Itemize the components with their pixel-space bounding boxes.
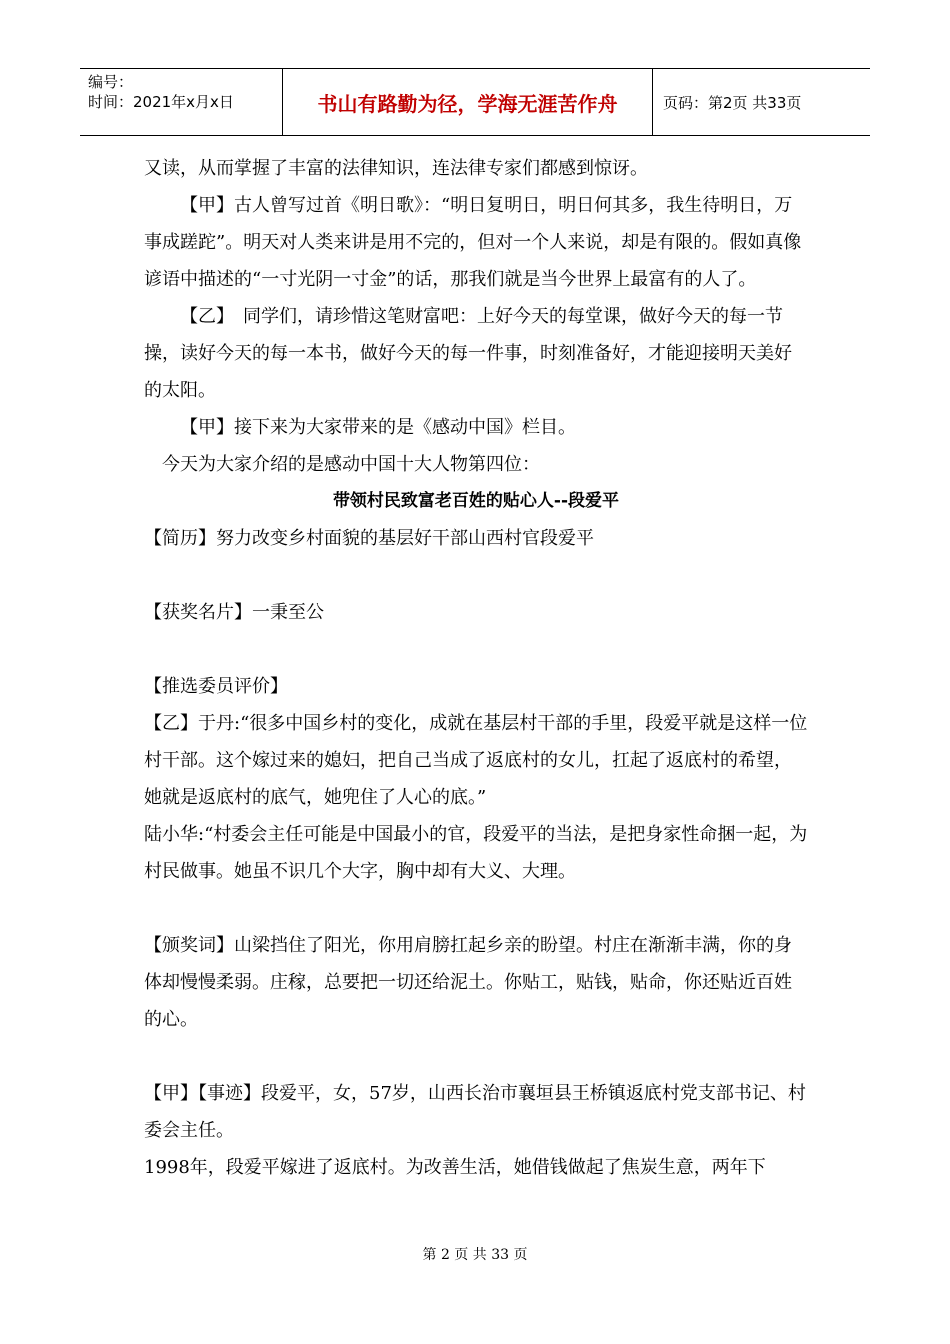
section-title: 带领村民致富老百姓的贴心人--段爱平 — [332, 491, 620, 511]
document-body — [144, 150, 808, 1186]
last-paragraph: 1998年，段爱平嫁进了返底村。为改善生活，她借钱做起了焦炭生意，两年下 — [144, 1157, 766, 1178]
page-footer: 第 2 页 共 33 页 — [422, 1247, 528, 1263]
paragraph-1: 又读，从而掌握了丰富的法律知识，连法律专家们都感到惊讶。 — [144, 158, 648, 179]
header-page-info: 页码：第2页 共33页 — [663, 93, 802, 112]
deeds-paragraph: 【甲】【事迹】段爱平，女，57岁，山西长治市襄垣县王桥镇返底村党支部书记、村委会主任。 — [144, 1083, 806, 1141]
paragraph-5: 今天为大家介绍的是感动中国十大人物第四位： — [162, 454, 540, 475]
comment-paragraph-1: 【乙】于丹:“很多中国乡村的变化，成就在基层村干部的手里，段爱平就是这样一位村干部。这个嫁过来的媳妇，把自己当成了返底村的女儿，扛起了返底村的希望，她就是返底村的底气，她兜住了人心的底。” — [144, 713, 808, 808]
header-motto: 书山有路勤为径，学海无涯苦作舟 — [283, 69, 653, 135]
comment-heading: 【推选委员评价】 — [144, 676, 288, 697]
document-date: 时间：2021年x月x日 — [88, 93, 234, 111]
paragraph-2: 【甲】古人曾写过首《明日歌》：“明日复明日，明日何其多，我生待明日，万事成蹉跎”。明天对人类来讲是用不完的，但对一个人来说，却是有限的。假如真像谚语中描述的“一寸光阴一寸金”的话，那我们就是当今世界上最富有的人了。 — [144, 195, 802, 290]
paragraph-3: 【乙】 同学们，请珍惜这笔财富吧：上好今天的每堂课，做好今天的每一节操，读好今天的每一本书，做好今天的每一件事，时刻准备好，才能迎接明天美好的太阳。 — [144, 306, 792, 401]
header-meta — [80, 69, 283, 135]
resume-paragraph: 【简历】努力改变乡村面貌的基层好干部山西村官段爱平 — [144, 528, 594, 549]
document-number-label: 编号： — [88, 73, 134, 91]
award-paragraph: 【获奖名片】一秉至公 — [144, 602, 324, 623]
spacer — [144, 890, 808, 927]
page-header — [80, 68, 870, 136]
award-speech-paragraph: 【颁奖词】山梁挡住了阳光，你用肩膀扛起乡亲的盼望。村庄在渐渐丰满，你的身体却慢慢柔弱。庄稼，总要把一切还给泥土。你贴工，贴钱，贴命，你还贴近百姓的心。 — [144, 935, 792, 1030]
paragraph-4: 【甲】接下来为大家带来的是《感动中国》栏目。 — [180, 417, 576, 438]
spacer — [144, 631, 808, 668]
spacer — [144, 1038, 808, 1075]
spacer — [144, 557, 808, 594]
comment-paragraph-2: 陆小华:“村委会主任可能是中国最小的官，段爱平的当法，是把身家性命捆一起，为村民做事。她虽不识几个大字，胸中却有大义、大理。 — [144, 824, 808, 882]
